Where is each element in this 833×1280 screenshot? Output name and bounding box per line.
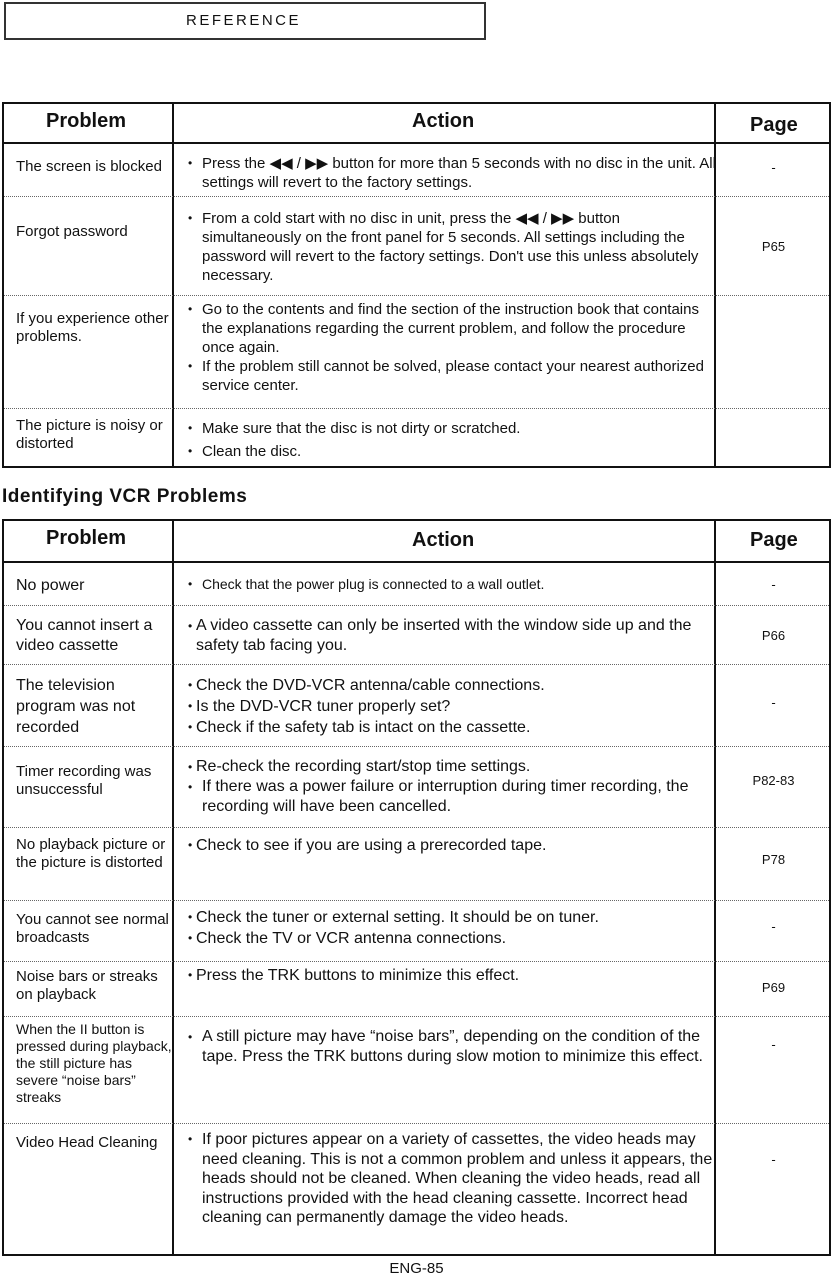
action-item: • If poor pictures appear on a variety of cassettes, the video heads may need cleaning. This is not a common problem and unless it appears, the heads should not be cleaned. When cleaning the video heads, read all instructions provided with the head cleaning cassette. Incorrect head cleaning can permanently damage the video heads. bbox=[186, 1130, 716, 1228]
table-header bbox=[4, 104, 829, 144]
action-item: • Go to the contents and find the section of the instruction book that contains the explanations regarding the current problem, and follow the procedure once again. bbox=[186, 300, 716, 357]
header-page: Page bbox=[750, 114, 798, 136]
action-item: • Make sure that the disc is not dirty or scratched. bbox=[186, 417, 716, 440]
action-item: • Press the ◀◀ / ▶▶ button for more than 5 seconds with no disc in the unit. All settings will revert to the factory settings. bbox=[186, 154, 716, 192]
problem-cell: The television program was not recorded bbox=[16, 677, 136, 736]
problem-cell: Noise bars or streaks on playback bbox=[16, 968, 158, 1003]
vcr-problems-table bbox=[2, 519, 831, 1256]
action-cell bbox=[186, 154, 716, 192]
problem-cell: The picture is noisy or distorted bbox=[16, 417, 163, 452]
dvd-problems-table bbox=[2, 102, 831, 468]
problem-cell: You cannot see normal broadcasts bbox=[16, 911, 169, 946]
action-cell bbox=[186, 757, 716, 817]
page-number: ENG-85 bbox=[389, 1260, 444, 1277]
action-item: • Check to see if you are using a prerecorded tape. bbox=[186, 836, 716, 855]
action-item: • Check if the safety tab is intact on the cassette. bbox=[186, 717, 716, 738]
action-cell bbox=[186, 907, 716, 949]
page-cell: P78 bbox=[761, 852, 786, 867]
reference-label: REFERENCE bbox=[186, 12, 302, 29]
page-cell: P65 bbox=[761, 239, 786, 254]
action-cell bbox=[186, 417, 716, 463]
table-row bbox=[4, 409, 829, 467]
action-item: • Check that the power plug is connected to a wall outlet. bbox=[186, 575, 716, 594]
header-problem: Problem bbox=[46, 110, 127, 132]
action-item: • If there was a power failure or interruption during timer recording, the recording will have been cancelled. bbox=[186, 777, 716, 817]
action-item: • Re-check the recording start/stop time settings. bbox=[186, 757, 716, 777]
page-cell: P66 bbox=[761, 628, 786, 643]
action-item: • Check the DVD-VCR antenna/cable connections. bbox=[186, 675, 716, 696]
action-cell bbox=[186, 1027, 716, 1067]
action-item: • A still picture may have “noise bars”, depending on the condition of the tape. Press the TRK buttons during slow motion to minimize this effect. bbox=[186, 1027, 716, 1067]
table-row bbox=[4, 606, 829, 665]
action-cell bbox=[186, 300, 716, 395]
page-cell: P69 bbox=[761, 980, 786, 995]
page-cell: - bbox=[771, 695, 776, 710]
action-cell bbox=[186, 675, 716, 738]
header-action: Action bbox=[412, 529, 475, 551]
header-page: Page bbox=[750, 529, 798, 551]
problem-cell: You cannot insert a video cassette bbox=[16, 617, 153, 654]
problem-cell: When the II button is pressed during playback, the still picture has severe “noise bars” streaks bbox=[16, 1021, 172, 1105]
action-item: • Check the tuner or external setting. It should be on tuner. bbox=[186, 907, 716, 928]
problem-cell: No playback picture or the picture is distorted bbox=[16, 836, 166, 871]
problem-cell: If you experience other problems. bbox=[16, 310, 169, 345]
table-row bbox=[4, 901, 829, 962]
table-row bbox=[4, 563, 829, 606]
page-cell: - bbox=[771, 577, 776, 592]
page-cell: - bbox=[771, 919, 776, 934]
table-row bbox=[4, 296, 829, 409]
action-cell bbox=[186, 966, 716, 985]
table-row bbox=[4, 1124, 829, 1254]
table-row bbox=[4, 747, 829, 828]
table-row bbox=[4, 197, 829, 296]
table-row bbox=[4, 144, 829, 197]
page-cell: - bbox=[771, 160, 776, 175]
action-item: • From a cold start with no disc in unit, press the ◀◀ / ▶▶ button simultaneously on the front panel for 5 seconds. All settings including the password will revert to the factory settings. Don't use this unless absolutely necessary. bbox=[186, 209, 716, 285]
action-item: • If the problem still cannot be solved, please contact your nearest authorized service center. bbox=[186, 357, 716, 395]
table-row bbox=[4, 962, 829, 1017]
action-item: • Clean the disc. bbox=[186, 440, 716, 463]
action-cell bbox=[186, 616, 716, 656]
action-item: • A video cassette can only be inserted with the window side up and the safety tab facing you. bbox=[186, 616, 716, 656]
table-row bbox=[4, 665, 829, 747]
page-cell: P82-83 bbox=[752, 773, 795, 788]
action-cell bbox=[186, 836, 716, 855]
problem-cell: The screen is blocked bbox=[16, 158, 162, 175]
action-cell bbox=[186, 575, 716, 594]
problem-cell: Video Head Cleaning bbox=[16, 1134, 158, 1151]
action-item: • Press the TRK buttons to minimize this effect. bbox=[186, 966, 716, 985]
problem-cell: Timer recording was unsuccessful bbox=[16, 763, 152, 798]
action-item: • Is the DVD-VCR tuner properly set? bbox=[186, 696, 716, 717]
header-problem: Problem bbox=[46, 527, 127, 549]
problem-cell: Forgot password bbox=[16, 223, 128, 240]
header-action: Action bbox=[412, 110, 475, 132]
action-cell bbox=[186, 209, 716, 285]
page-cell: - bbox=[771, 1037, 776, 1052]
reference-header-box bbox=[4, 2, 486, 40]
page-cell: - bbox=[771, 1152, 776, 1167]
problem-cell: No power bbox=[16, 577, 85, 594]
action-item: • Check the TV or VCR antenna connections. bbox=[186, 928, 716, 949]
table-row bbox=[4, 828, 829, 901]
table-row bbox=[4, 1017, 829, 1124]
table-header bbox=[4, 521, 829, 563]
section-title: Identifying VCR Problems bbox=[2, 486, 248, 507]
action-cell bbox=[186, 1130, 716, 1228]
